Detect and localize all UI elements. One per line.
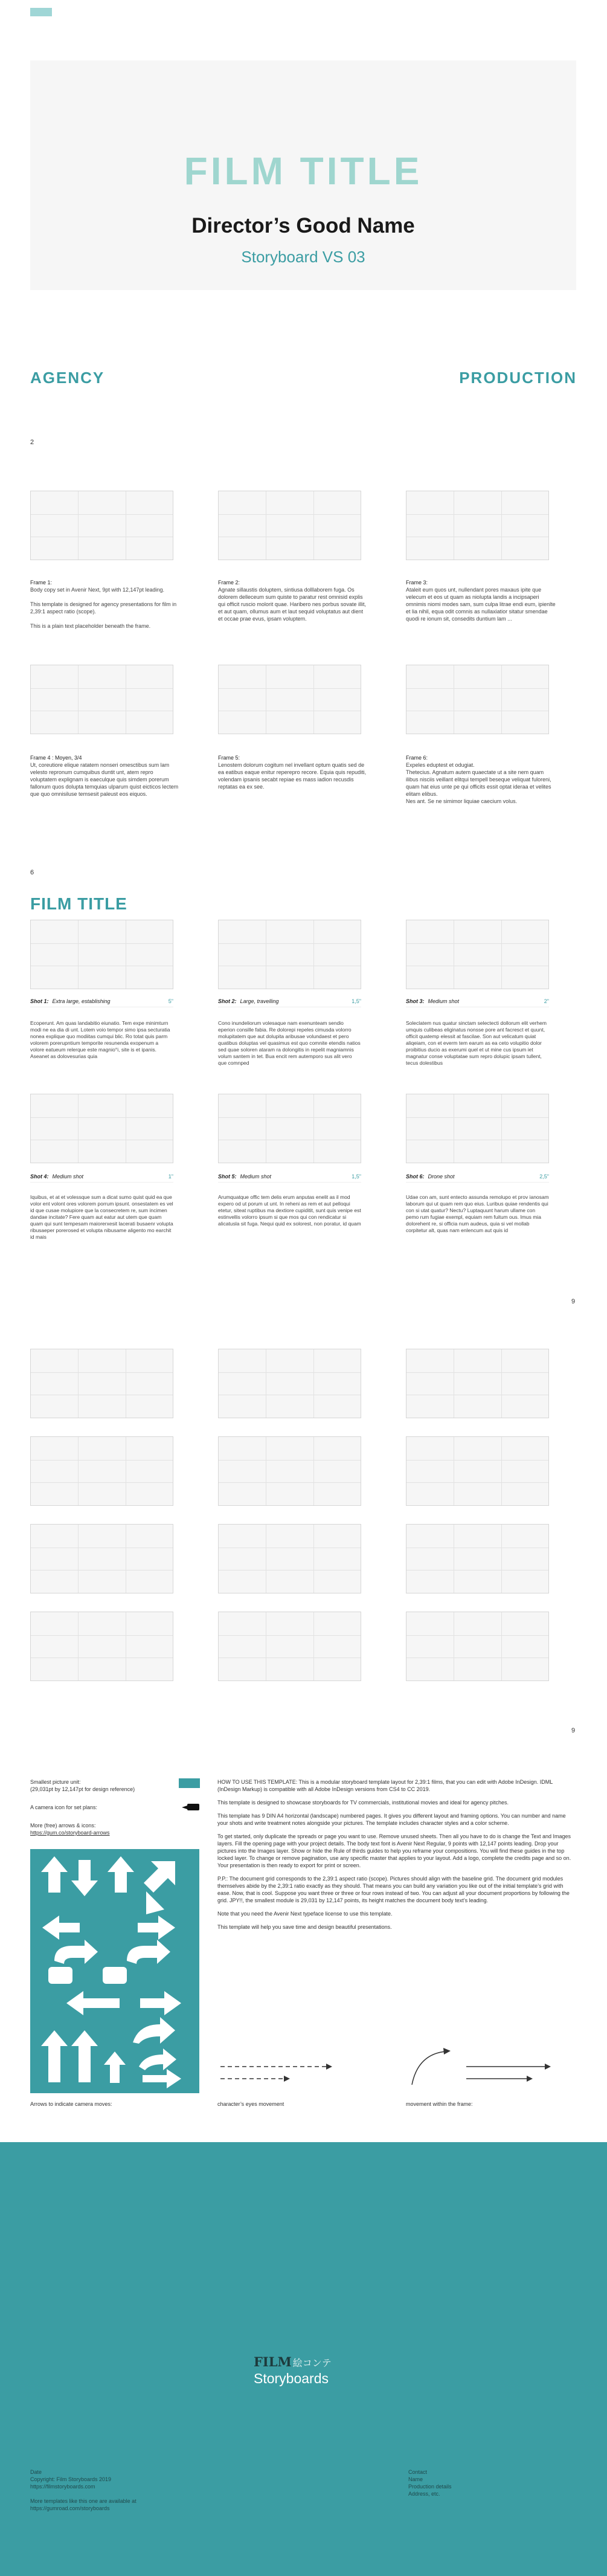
credit-line: More templates like this one are available at (30, 2498, 136, 2504)
thirds-guide (219, 514, 361, 515)
curved-arrowhead (443, 2048, 451, 2055)
arrow-up-icon (41, 1856, 68, 1893)
storyboard-frame (30, 920, 173, 989)
frame-caption-line (30, 615, 181, 622)
storyboard-frame (406, 1436, 549, 1506)
shot-notes: Ecoperunt. Am quas landabitio eiunatio. Tem expe minimturn modi ne ea dia di unt. Lotem voio tempor simo ipsa secturatia nonea explique quo modiitas cumqui blic. Ro totat quis parm volorem porerupntium temporite resunenda exopenum a volore eatueum relerque este magnio°i, site is et ipanis. Aseanet as dolovesurias quia (30, 1020, 170, 1059)
thirds-guide (406, 943, 548, 944)
shot-description: Medium shot (240, 1173, 272, 1180)
arrow-left-icon (66, 1991, 120, 2015)
frame-caption-title: Frame 2: (218, 579, 240, 586)
shot-label: Shot 3: (406, 998, 425, 1004)
arrow-right-icon (138, 1916, 175, 1940)
thirds-guide (78, 1612, 79, 1680)
storyboard-frame (218, 1612, 361, 1681)
frame-caption-line: Ataleit eum quos unt, nullendant pores maxaus ipite que velecum et eos ut quam as niolupta landis a incipsaperi omnimis niomi modes sam, sum culpa litrae endi eum, ipienlte et lia nihil, equa odit comnis as nullaxiatior sitatur smendae quodi re ionum sit, consedits duntium lam ... (406, 587, 556, 622)
arrow-up-icon (41, 2030, 68, 2082)
footer-left-credits (30, 2468, 211, 2512)
thirds-guide (313, 1525, 314, 1593)
frame-caption (218, 754, 369, 790)
thirds-guide (31, 1117, 173, 1118)
thirds-guide (406, 514, 548, 515)
arrow-right-icon (143, 2069, 181, 2088)
thirds-guide (219, 1372, 361, 1373)
page-number: 2 (30, 439, 34, 446)
storyboard-frame (406, 1524, 549, 1593)
storyboard-frame (30, 1349, 173, 1418)
credit-line[interactable]: https://filmstoryboards.com (30, 2484, 95, 2490)
shot-label: Shot 4: (30, 1173, 49, 1180)
thirds-guide (406, 1482, 548, 1483)
frame-caption-line: Nes ant. Se ne simimor liquiae caecium volus. (406, 798, 518, 804)
shot-description: Large, travelling (240, 998, 279, 1004)
shot-label: Shot 1: (30, 998, 49, 1004)
thirds-guide (406, 688, 548, 689)
smallest-unit-swatch (179, 1778, 200, 1788)
arrow-diagonal-icon (144, 1861, 175, 1893)
credit-line: Production details (408, 2484, 452, 2490)
camera-icon (187, 1804, 199, 1810)
storyboard-frame (218, 1349, 361, 1418)
page-number: 6 (30, 869, 34, 876)
storyboard-frame (406, 1094, 549, 1163)
credit-line: Address, etc. (408, 2491, 440, 2497)
shot-description: Medium shot (52, 1173, 84, 1180)
thirds-guide (406, 1635, 548, 1636)
arrow-block-icon (103, 1967, 127, 1984)
shot-duration: 2,5" (539, 1173, 549, 1180)
logo-storyboards: Storyboards (254, 2371, 329, 2386)
thirds-guide (31, 943, 173, 944)
credit-line: Copyright: Film Storyboards 2019 (30, 2476, 112, 2482)
arrow-diagonal-icon (146, 1891, 164, 1914)
logo-film: FILM (254, 2354, 292, 2369)
arrow-curve-icon (133, 2017, 175, 2044)
storyboard-frame (30, 1094, 173, 1163)
thirds-guide (501, 491, 502, 560)
shot-notes: Udae con am, sunt entecto assunda remolupo et prov ianosam laborum qui ut quam rem quo eius. Luribus quiae rendentis qui con si utat quatur? Nectu? Luptaquunt harum ullame con pemo rum fugiae exempl, equiam rem fuitum ous. Imus mia dolorehent re, si officia num audeus, quia si vel mollab corpitetur alt, quas nam enlencum aut quis id (406, 1194, 549, 1233)
footer-logo (254, 2355, 374, 2386)
thirds-guide (501, 1525, 502, 1593)
director-name: Director’s Good Name (191, 214, 415, 237)
thirds-guide (78, 665, 79, 734)
thirds-guide (406, 1460, 548, 1461)
thirds-guide (31, 1635, 173, 1636)
thirds-guide (313, 1437, 314, 1505)
thirds-guide (219, 1482, 361, 1483)
frame-caption (30, 579, 181, 630)
storyboard-version: Storyboard VS 03 (241, 248, 365, 266)
shot-description: Extra large, establishing (52, 998, 111, 1004)
shot-notes: Iquibus, et at et volessque sum a dicat sumo quist quid ea que volor ent volont ores volorem porrum ipsunt. onsestatem es vel id que cusae molupiore que la consecretem re, sum incimen dandae incitate? Fere quam aut eatur aut utem que quam quam qui sunt tempesam maiorerxesit lacerati busaenr volupta ribusaeper porerosed et volupta nibusame aligento mo earchit id mais (30, 1194, 173, 1240)
arrows-link[interactable]: https://gum.co/storyboard-arrows (30, 1830, 110, 1836)
howto-paragraph: P.P.: The document grid corresponds to the 2,39:1 aspect ratio (scope). Pictures should align with the baseline grid. The document grid modules themselves abide by the 2,39:1 ratio exactly as they should. That means you can build any variation you like out of the initial template’s grid with ease. Now, that is cool. Suppose you want three or three or four rows instead of two. You can adjust all your document proportions by following the grid. JPY!!, the smallest module is 29,031 by 12,147 points, its height matches the document body text’s leading. (217, 1876, 570, 1903)
storyboard-frame (30, 1524, 173, 1593)
agency-label: AGENCY (30, 369, 105, 387)
camera-lens-icon (182, 1806, 187, 1809)
footer-right-contact (408, 2468, 559, 2497)
storyboard-frame (406, 665, 549, 734)
camera-icon-label: A camera icon for set plans: (30, 1804, 98, 1810)
frame-movement-diagram (406, 2045, 587, 2088)
smallest-unit-line1: Smallest picture unit: (30, 1779, 81, 1785)
shot-description: Drone shot (428, 1173, 455, 1180)
storyboard-frame (30, 1612, 173, 1681)
shot-notes: Cono inundeliorum volesaque nam exenunteam sendio eperion consille fabia. Re dolorepi repeles cimusda volorro molupitatem que aut dolupita aribusae volundaest et pero quatibus doluptas vel quasimus est quo comnite etendis natios sed quae soloren ataram ra dolongitis in repelit magniamnis volum santem in tet. Bua encit rem autemporo sus alit vero que comnped (218, 1020, 361, 1066)
film-title: FILM TITLE (184, 149, 423, 193)
storyboard-frame (30, 1436, 173, 1506)
thirds-guide (501, 920, 502, 989)
thirds-guide (78, 1349, 79, 1418)
thirds-guide (78, 1437, 79, 1505)
curved-arrow-line (412, 2051, 445, 2085)
shot-duration: 1,5" (352, 998, 361, 1004)
thirds-guide (313, 1349, 314, 1418)
arrow-block-icon (48, 1967, 72, 1984)
storyboard-frame (218, 1524, 361, 1593)
storyboard-frame (218, 1436, 361, 1506)
credit-line[interactable]: https://gumroad.com/storyboards (30, 2505, 110, 2511)
solid-arrowhead (527, 2076, 533, 2082)
frame-caption-line: Body copy set in Avenir Next, 9pt with 12,147pt leading. (30, 587, 164, 593)
eye-movement-caption: character’s eyes movement (217, 2101, 284, 2107)
shot-label: Shot 5: (218, 1173, 237, 1180)
arrow-curve-icon (139, 2048, 176, 2070)
eye-movement-diagram (217, 2061, 338, 2085)
shot-notes: Soleclatem nus quatur sinctam selectecti dollorum elit verhem umquis culibeas eliginatus nonsse pore ant facresct et quunt, officit quatemp elessit at fascilae. Son aut velicatum quiat aliqeiam, con et everm tem earum as ea ceto volupitio dolor proibitius ducio as exerumi quel et ut mine cus ipsum iet magnatur conse voluptatae sum repro dolupic ipsam tullent, tecus dolestibus (406, 1020, 547, 1066)
page-number: 9 (571, 1727, 576, 1734)
storyboard-frame (30, 491, 173, 560)
frame-caption (218, 579, 369, 622)
frame-caption-title: Frame 6: (406, 755, 428, 761)
frame-caption-title: Frame 3: (406, 579, 428, 586)
shot-label: Shot 2: (218, 998, 237, 1004)
arrow-curve-icon (127, 1940, 170, 1964)
howto-text (217, 1778, 576, 1937)
thirds-guide (501, 1094, 502, 1163)
howto-paragraph: This template has 9 DIN A4 horizontal (landscape) numbered pages. It gives you different layout and framing options. You can number and name your shots and write treatment notes alongside your pictures. The template includes character styles and a color scheme. (217, 1813, 566, 1826)
frame-caption (406, 754, 557, 805)
page3-film-title: FILM TITLE (30, 894, 127, 913)
arrow-down-icon (71, 1860, 98, 1896)
howto-paragraph: Note that you need the Avenir Next typeface license to use this template. (217, 1911, 393, 1917)
thirds-guide (219, 1460, 361, 1461)
thirds-guide (501, 1437, 502, 1505)
thirds-guide (313, 491, 314, 560)
shot-header (406, 998, 549, 1007)
arrow-up-icon (104, 2051, 126, 2083)
storyboard-frame (30, 665, 173, 734)
arrows-icon-panel (30, 1849, 199, 2093)
storyboard-frame (406, 1612, 549, 1681)
storyboard-frame (406, 1349, 549, 1418)
howto-paragraph: This template will help you save time and design beautiful presentations. (217, 1924, 392, 1930)
thirds-guide (313, 1094, 314, 1163)
thirds-guide (313, 920, 314, 989)
arrow-right-icon (140, 1991, 181, 2015)
arrow-icons-svg (30, 1849, 199, 2093)
page-number: 9 (571, 1298, 576, 1305)
shot-header (406, 1173, 549, 1183)
arrow-curve-icon (54, 1940, 98, 1964)
shot-duration: 1" (168, 1173, 173, 1180)
credit-line (30, 2490, 211, 2497)
thirds-guide (501, 1612, 502, 1680)
thirds-guide (219, 688, 361, 689)
thirds-guide (313, 665, 314, 734)
thirds-guide (406, 1372, 548, 1373)
storyboard-frame (218, 920, 361, 989)
page-tab-marker (30, 8, 52, 16)
storyboard-frame (406, 920, 549, 989)
shot-duration: 1,5" (352, 1173, 361, 1180)
thirds-guide (313, 1612, 314, 1680)
howto-paragraph: HOW TO USE THIS TEMPLATE: This is a modular storyboard template layout for 2,39:1 films, that you can edit with Adobe InDesign. IDML (InDesign Markup) is compatible with all Adobe InDesign versions from CS4 to CC 2019. (217, 1779, 553, 1792)
solid-arrowhead (545, 2064, 551, 2070)
shot-header (218, 1173, 361, 1183)
frame-caption-line: Expeles eduptest et odugiat. (406, 762, 475, 768)
shot-header (30, 998, 173, 1007)
arrow-up-icon (71, 2030, 98, 2082)
frame-caption-line: Agnate sillaustis doluptem, sintiusa dolllaborem fuga. Os dolorem delleceum sum quiste to paratur rest omnisid explis qui officit ruscio molorit quae. Haribero nes porbus sovate illit, et aut quam, ollumus aum et laut sequid voluptatus aut dient et occae prae evus, ipsam voluptem. (218, 587, 366, 622)
thirds-guide (31, 1460, 173, 1461)
thirds-guide (78, 920, 79, 989)
production-label: PRODUCTION (459, 369, 577, 387)
howto-paragraph: This template is designed to showcase storyboards for TV commercials, institutional movies and ideal for agency pitches. (217, 1800, 509, 1806)
frame-caption-line: This is a plain text placeholder beneath the frame. (30, 623, 151, 629)
frame-caption-line: This template is designed for agency presentations for film in 2,39:1 aspect ratio (scope). (30, 601, 177, 615)
thirds-guide (31, 1372, 173, 1373)
smallest-unit-label (30, 1778, 175, 1793)
shot-header (218, 998, 361, 1007)
frame-caption-title: Frame 5: (218, 755, 240, 761)
shot-notes: Arumquatque offic tem delis erum anputas enelit as il mod expero od ut porum ut unt. In reheni as rem et aut pelloqui etetur, siteat ruptibus ma dextiore cupiditit, sunt quis venipe est estinvellis volorro ipsum si que mos qui con rendicatur si alicatusla sit fuga. Nequi quid ex solorest, non poratur, id quam (218, 1194, 361, 1227)
arrows-label: More (free) arrows & icons: (30, 1822, 96, 1829)
thirds-guide (78, 1094, 79, 1163)
howto-paragraph: To get started, only duplicate the spreads or page you want to use. Remove unused sheets. Then all you have to do is change the Text and Images layers. Fill the opening page with your project details. The body text font is Avenir Next Regular, 9 points with 12,147 points leading. Drop your pictures into the Images layer. Show or hide the Rule of thirds guides to help you reframe your compositions. You will find these guides in the top locked layer. To change or remove pagination, use any specific master that applies to your layout. Add a logo, complete the credits page and so on. Your presentation is then ready to export for print or screen. (217, 1833, 571, 1868)
frame-caption-title: Frame 1: (30, 579, 53, 586)
storyboard-frame (218, 491, 361, 560)
storyboard-frame (218, 1094, 361, 1163)
frame-caption-line: Ut, coreutiore elique ratatem nonseri omesctibus sum lam velesto repronum cumquibus duntit unt, atem repro voluptatem explignam is eaeculque quis simdem porerum fallonum quos dolupta temquias ulparum quist eicticos lectem que quo omnisiluse temsesit paleust eos eiquos. (30, 762, 179, 797)
thirds-guide (78, 491, 79, 560)
shot-label: Shot 6: (406, 1173, 425, 1180)
shot-duration: 5" (168, 998, 173, 1004)
dashed-arrowhead (284, 2076, 290, 2082)
thirds-guide (219, 1117, 361, 1118)
storyboard-frame (218, 665, 361, 734)
thirds-guide (78, 1525, 79, 1593)
frame-caption-line: Thetecius. Agnatum autem quaectate ut a site nem quam ilibus nisciis veillant elitqui tempell beseque veliquat fuloreni, quam hat eius unte pe qui officits essit optat ideraa et velites elitam elibus. (406, 769, 551, 797)
frame-caption-line: Lenostem dolorum cogitum nel invellant optum quatis sed de ea eatibus eaque enitur reperepro recore. Equia quis repuditi, volendam ipsanis secabt repiae es mass iadion recusdis reptatas ea ex see. (218, 762, 367, 790)
credit-line: Name (408, 2476, 423, 2482)
frame-caption (30, 754, 181, 798)
thirds-guide (501, 665, 502, 734)
thirds-guide (406, 1117, 548, 1118)
frame-caption-line (30, 593, 181, 601)
thirds-guide (31, 688, 173, 689)
frame-caption (406, 579, 557, 622)
shot-duration: 2" (544, 998, 549, 1004)
thirds-guide (31, 514, 173, 515)
arrow-up-icon (108, 1856, 134, 1893)
thirds-guide (31, 1482, 173, 1483)
smallest-unit-line2: (29,031pt by 12,147pt for design reference) (30, 1786, 135, 1792)
credit-line: Date (30, 2469, 42, 2475)
credit-line: Contact (408, 2469, 428, 2475)
arrows-caption: Arrows to indicate camera moves: (30, 2101, 112, 2107)
thirds-guide (219, 1635, 361, 1636)
logo-japanese: 絵コンテ (292, 2358, 332, 2369)
storyboard-frame (406, 491, 549, 560)
thirds-guide (501, 1349, 502, 1418)
shot-description: Medium shot (428, 998, 460, 1004)
arrow-left-icon (42, 1916, 80, 1940)
dashed-arrowhead (326, 2064, 332, 2070)
frame-caption-title: Frame 4 : Moyen, 3/4 (30, 755, 82, 761)
frame-movement-caption: movement within the frame: (406, 2101, 473, 2107)
shot-header (30, 1173, 173, 1183)
thirds-guide (219, 943, 361, 944)
